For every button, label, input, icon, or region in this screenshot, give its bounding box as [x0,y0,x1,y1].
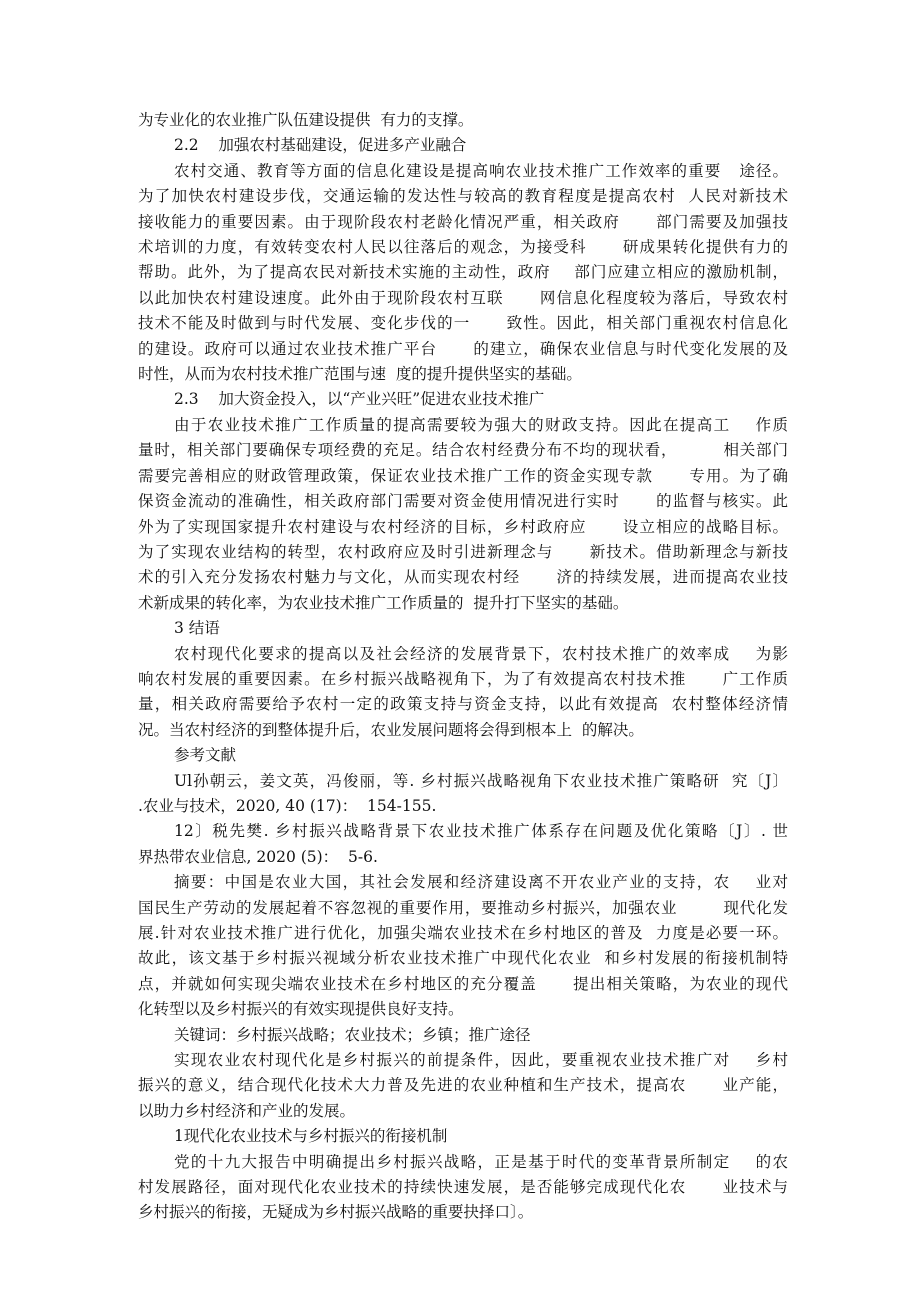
references-heading: 参考文献 [174,746,237,765]
text-line: 为了加快农村建设步伐，交通运输的发达性与较高的教育程度是提高农村 人民对新技术 [138,187,788,206]
text-line: 以助力乡村经济和产业的发展。 [138,1101,356,1120]
reference-item: Ul孙朝云，姜文英，冯俊丽，等. 乡村振兴战略视角下农业技术推广策略研 究〔J〕 [174,771,788,790]
text-line: 乡村振兴的衔接，无疑成为乡村振兴战略的重要抉择口〕。 [138,1203,534,1222]
text-line: 况。当农村经济的到整体提升后，农业发展问题将会得到根本上 的解决。 [138,720,644,739]
text-line: 需要完善相应的财政管理政策，保证农业技术推广工作的资金实现专款 专用。为了确 [138,466,788,485]
text-line: 村发展路径，面对现代化农业技术的持续快速发展，是否能够完成现代化农 业技术与 [138,1178,788,1197]
text-line: 保资金流动的准确性，相关政府部门需要对资金使用情况进行实时 的监督与核实。此 [138,492,788,511]
text-line: 化转型以及乡村振兴的有效实现提供良好支持。 [138,1000,464,1019]
section-heading: 3 结语 [174,619,220,638]
paragraph-first-line: 党的十九大报告中明确提出乡村振兴战略，正是基于时代的变革背景所制定 的农 [174,1152,788,1171]
reference-item-cont: 界热带农业信息, 2020 (5)： 5-6. [138,847,378,866]
text-line: 术新成果的转化率，为农业技术推广工作质量的 提升打下坚实的基础。 [138,593,629,612]
text-line: 术培训的力度，有效转变农村人民以往落后的观念，为接受科 研成果转化提供有力的 [138,238,788,257]
text-line: 技术不能及时做到与时代发展、变化步伐的一 致性。因此，相关部门重视农村信息化 [138,314,788,333]
text-line: 的建设。政府可以通过农业技术推广平台 的建立，确保农业信息与时代变化发展的及 [138,339,788,358]
abstract-first-line: 摘要：中国是农业大国，其社会发展和经济建设离不开农业产业的支持，农 业对 [174,873,788,892]
text-line: 时性，从而为农村技术推广范围与速 度的提升提供坚实的基础。 [138,365,582,384]
section-heading: 1现代化农业技术与乡村振兴的衔接机制 [174,1127,448,1146]
text-line: 为专业化的农业推广队伍建设提供 有力的支撑。 [138,111,474,129]
text-line: 点，并就如何实现尖端农业技术在乡村地区的充分覆盖 提出相关策略，为农业的现代 [138,974,788,993]
reference-item: 12〕税先樊. 乡村振兴战略背景下农业技术推广体系存在问题及优化策略〔J〕. 世 [174,822,788,841]
document-page [138,108,788,1226]
text-line: 以此加快农村建设速度。此外由于现阶段农村互联 网信息化程度较为落后，导致农村 [138,288,788,307]
text-line: 国民生产劳动的发展起着不容忽视的重要作用，要推动乡村振兴，加强农业 现代化发 [138,898,788,917]
text-line: 帮助。此外，为了提高农民对新技术实施的主动性，政府 部门应建立相应的激励机制， [138,263,788,282]
paragraph-first-line: 实现农业农村现代化是乡村振兴的前提条件，因此，要重视农业技术推广对 乡村 [174,1051,788,1070]
paragraph-first-line: 农村交通、教育等方面的信息化建设是提高响农业技术推广工作效率的重要 途径。 [174,161,788,180]
reference-item-cont: .农业与技术，2020, 40 (17)： 154-155. [138,796,437,815]
text-line: 响农村发展的重要因素。在乡村振兴战略视角下，为了有效提高农村技术推 广工作质 [138,669,788,688]
text-line: 外为了实现国家提升农村建设与农村经济的目标，乡村政府应 设立相应的战略目标。 [138,517,788,536]
text-line: 接收能力的重要因素。由于现阶段农村老龄化情况严重，相关政府 部门需要及加强技 [138,212,788,231]
text-line: 量时，相关部门要确保专项经费的充足。结合农村经费分布不均的现状看， 相关部门 [138,441,788,460]
section-heading: 2.3 加大资金投入，以“产业兴旺”促进农业技术推广 [174,390,545,409]
text-line: 术的引入充分发扬农村魅力与文化，从而实现农村经 济的持续发展，进而提高农业技 [138,568,788,587]
text-line: 展.针对农业技术推广进行优化，加强尖端农业技术在乡村地区的普及 力度是必要一环。 [138,924,788,942]
section-heading: 2.2 加强农村基础建设，促进多产业融合 [174,136,467,155]
paragraph-first-line: 由于农业技术推广工作质量的提高需要较为强大的财政支持。因此在提高工 作质 [174,415,788,434]
text-line: 振兴的意义，结合现代化技术大力普及先进的农业种植和生产技术，提高农 业产能， [138,1076,788,1095]
keywords-line: 关键词：乡村振兴战略；农业技术；乡镇；推广途径 [174,1025,531,1044]
text-line: 故此，该文基于乡村振兴视域分析农业技术推广中现代化农业 和乡村发展的衔接机制特 [138,949,788,968]
text-line: 为了实现农业结构的转型，农村政府应及时引进新理念与 新技术。借助新理念与新技 [138,542,788,561]
text-line: 量，相关政府需要给予农村一定的政策支持与资金支持，以此有效提高 农村整体经济情 [138,695,788,714]
paragraph-first-line: 农村现代化要求的提高以及社会经济的发展背景下，农村技术推广的效率成 为影 [174,644,788,663]
